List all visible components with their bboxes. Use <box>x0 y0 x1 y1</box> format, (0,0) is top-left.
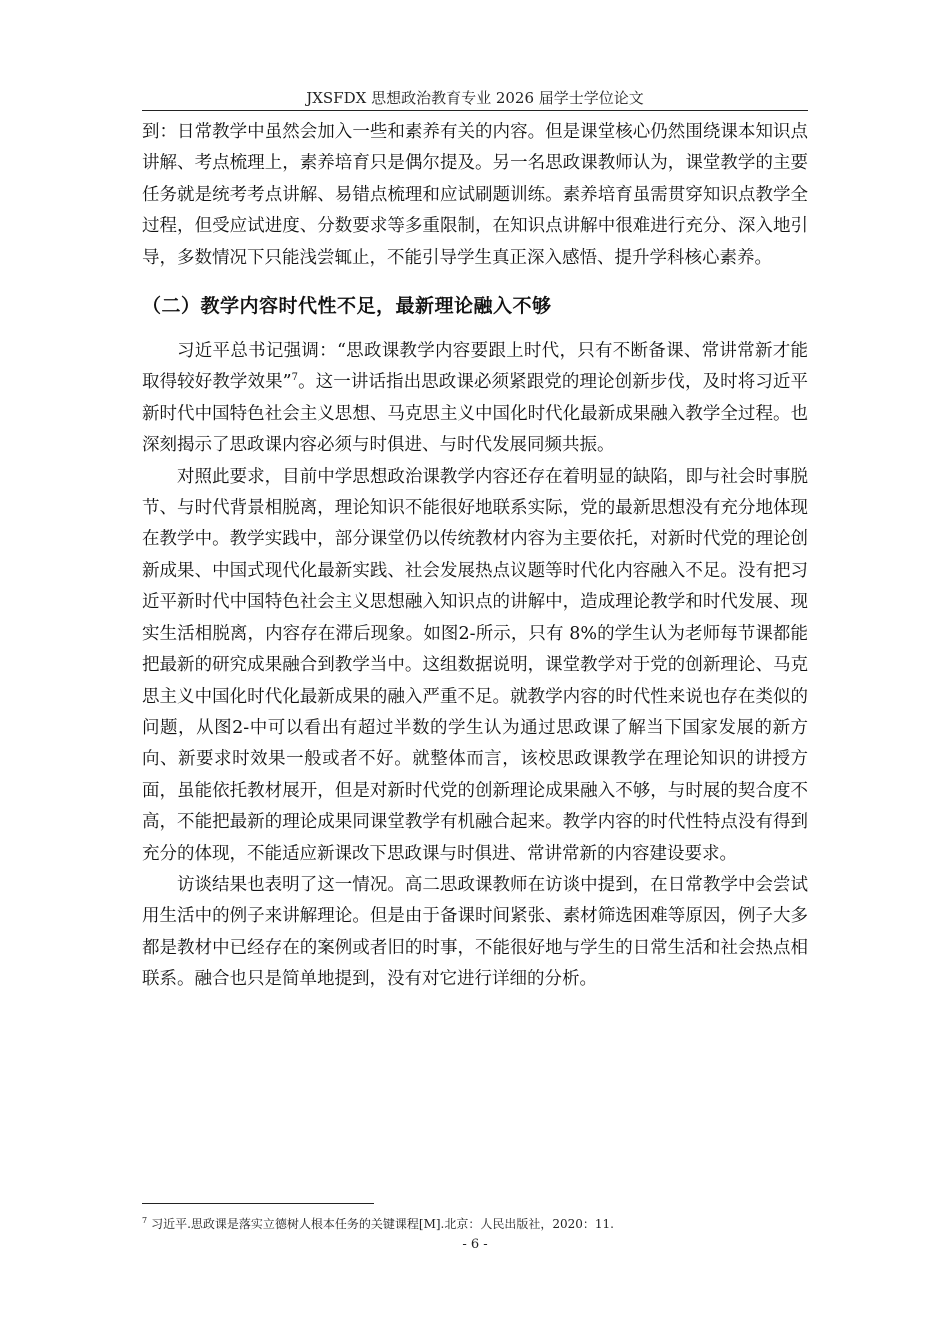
quote-followup-text: 。这一讲话指出思政课必须紧跟党的理论创新步伐，及时将习近平新时代中国特色社会主义思想、马克思主义中国化时代化最新成果融入教学全过程。也深刻揭示了思政课内容必须与时俱进、与时代发展同频共振。 <box>142 372 808 456</box>
paragraph-analysis: 对照此要求，目前中学思想政治课教学内容还存在着明显的缺陷，即与社会时事脱节、与时代背景相脱离，理论知识不能很好地联系实际，党的最新思想没有充分地体现在教学中。教学实践中，部分课堂仍以传统教材内容为主要依托，对新时代党的理论创新成果、中国式现代化最新实践、社会发展热点议题等时代化内容融入不足。没有把习近平新时代中国特色社会主义思想融入知识点的讲解中，造成理论教学和时代发展、现实生活相脱离，内容存在滞后现象。如图2-所示，只有 8%的学生认为老师每节课都能把最新的研究成果融合到教学当中。这组数据说明，课堂教学对于党的创新理论、马克思主义中国化时代化最新成果的融入严重不足。就教学内容的时代性来说也存在类似的问题，从图2-中可以看出有超过半数的学生认为通过思政课了解当下国家发展的新方向、新要求时效果一般或者不好。就整体而言，该校思政课教学在理论知识的讲授方面，虽能依托教材展开，但是对新时代党的创新理论成果融入不够，与时展的契合度不高，不能把最新的理论成果同课堂教学有机融合起来。教学内容的时代性特点没有得到充分的体现，不能适应新课改下思政课与时俱进、常讲常新的内容建设要求。 <box>142 466 808 864</box>
running-header: JXSFDX 思想政治教育专业 2026 届学士学位论文 <box>306 89 644 107</box>
body-text <box>142 117 808 996</box>
section-heading: （二）教学内容时代性不足，最新理论融入不够 <box>142 295 552 318</box>
page-number: - 6 - <box>462 1237 488 1252</box>
header-rule <box>142 110 808 111</box>
paragraph-continued: 到：日常教学中虽然会加入一些和素养有关的内容。但是课堂核心仍然围绕课本知识点讲解、考点梳理上，素养培育只是偶尔提及。另一名思政课教师认为，课堂教学的主要任务就是统考考点讲解、易错点梳理和应试刷题训练。素养培育虽需贯穿知识点教学全过程，但受应试进度、分数要求等多重限制，在知识点讲解中很难进行充分、深入地引导，多数情况下只能浅尝辄止，不能引导学生真正深入感悟、提升学科核心素养。 <box>142 122 808 268</box>
footnote-text: 习近平.思政课是落实立德树人根本任务的关键课程[M].北京：人民出版社，2020：11. <box>151 1217 614 1231</box>
quote-text: 习近平总书记强调：“思政课教学内容要跟上时代，只有不断备课、常讲常新才能取得较好教学效果” <box>142 341 808 393</box>
footnote <box>142 1212 808 1233</box>
footnote-rule <box>142 1203 374 1204</box>
footnote-marker: 7 <box>142 1216 148 1225</box>
footnote-reference[interactable]: 7 <box>291 372 299 384</box>
paragraph-interview: 访谈结果也表明了这一情况。高二思政课教师在访谈中提到，在日常教学中会尝试用生活中的例子来讲解理论。但是由于备课时间紧张、素材筛选困难等原因，例子大多都是教材中已经存在的案例或者旧的时事，不能很好地与学生的日常生活和社会热点相联系。融合也只是简单地提到，没有对它进行详细的分析。 <box>142 874 808 990</box>
paragraph-quote <box>142 336 808 462</box>
